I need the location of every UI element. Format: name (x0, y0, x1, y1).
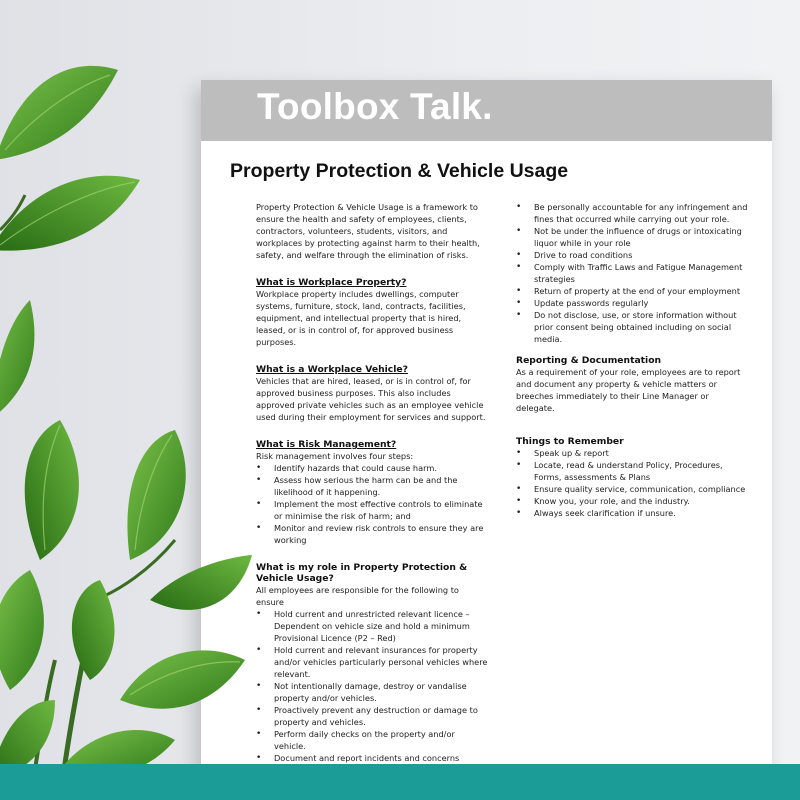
list-item: • Know you, your role, and the industry. (516, 495, 748, 507)
list-item: • Hold current and unrestricted relevant licence – Dependent on vehicle size and hold a minimum Provisional Licence (P2 – Red) (256, 608, 488, 644)
list-item: • Hold current and relevant insurances for property and/or vehicles particularly personal vehicles where relevant. (256, 644, 488, 680)
role-list (256, 608, 488, 776)
list-item: • Implement the most effective controls to eliminate or minimise the risk of harm; and (256, 498, 488, 522)
section-heading: What is Risk Management? (256, 439, 397, 450)
header-banner (201, 80, 772, 141)
list-item: • Perform daily checks on the property and/or vehicle. (256, 728, 488, 752)
document-title: Property Protection & Vehicle Usage (230, 160, 569, 182)
list-item: • Document and report incidents and concerns (256, 752, 488, 776)
list-item: • Do not disclose, use, or store information without prior consent being obtained including on social media. (516, 309, 748, 345)
list-item: • Comply with Traffic Laws and Fatigue Management strategies (516, 261, 748, 285)
remember-list (516, 447, 748, 519)
list-item: • Always seek clarification if unsure. (516, 507, 748, 519)
section-heading: What is a Workplace Vehicle? (256, 364, 408, 375)
section-body: Vehicles that are hired, leased, or is in control of, for approved business purposes. This also includes approved private vehicles such as an employee vehicle used during their employment for services and support. (256, 376, 486, 422)
list-item: • Not intentionally damage, destroy or vandalise property and/or vehicles. (256, 680, 488, 704)
left-column (256, 201, 488, 776)
banner-title: Toolbox Talk. (257, 86, 493, 127)
list-item: • Update passwords regularly (516, 297, 748, 309)
section-heading: What is Workplace Property? (256, 277, 407, 288)
list-item: • Monitor and review risk controls to ensure they are working (256, 522, 488, 546)
intro-paragraph: Property Protection & Vehicle Usage is a framework to ensure the health and safety of employees, clients, contractors, volunteers, students, visitors, and workplaces by protecting against harm to their health, safety, and welfare through the elimination of risks. (256, 202, 480, 260)
section-heading: Reporting & Documentation (516, 355, 662, 366)
list-item: • Speak up & report (516, 447, 748, 459)
list-item: • Return of property at the end of your employment (516, 285, 748, 297)
list-item: • Drive to road conditions (516, 249, 748, 261)
list-item: • Identify hazards that could cause harm. (256, 462, 488, 474)
section-body: Risk management involves four steps: (256, 451, 414, 461)
right-column (516, 201, 748, 519)
footer-band (0, 764, 800, 800)
list-item: • Ensure quality service, communication, compliance (516, 483, 748, 495)
role-list-continued (516, 201, 748, 345)
section-body: Workplace property includes dwellings, computer systems, furniture, stock, land, contracts, facilities, equipment, and intellectual property that is hired, leased, or is in control of, for approved business purposes. (256, 289, 466, 347)
section-body: All employees are responsible for the following to ensure (256, 585, 459, 607)
section-body: As a requirement of your role, employees are to report and document any property & vehicle matters or breeches immediately to their Line Manager or delegate. (516, 367, 741, 413)
list-item: • Be personally accountable for any infringement and fines that occurred while carrying out your role. (516, 201, 748, 225)
list-item: • Not be under the influence of drugs or intoxicating liquor while in your role (516, 225, 748, 249)
list-item: • Locate, read & understand Policy, Procedures, Forms, assessments & Plans (516, 459, 748, 483)
document-page (201, 80, 772, 780)
section-heading: Things to Remember (516, 436, 624, 447)
risk-steps-list (256, 462, 488, 546)
list-item: • Proactively prevent any destruction or damage to property and vehicles. (256, 704, 488, 728)
list-item: • Assess how serious the harm can be and the likelihood of it happening. (256, 474, 488, 498)
section-heading: What is my role in Property Protection & Vehicle Usage? (256, 562, 468, 584)
